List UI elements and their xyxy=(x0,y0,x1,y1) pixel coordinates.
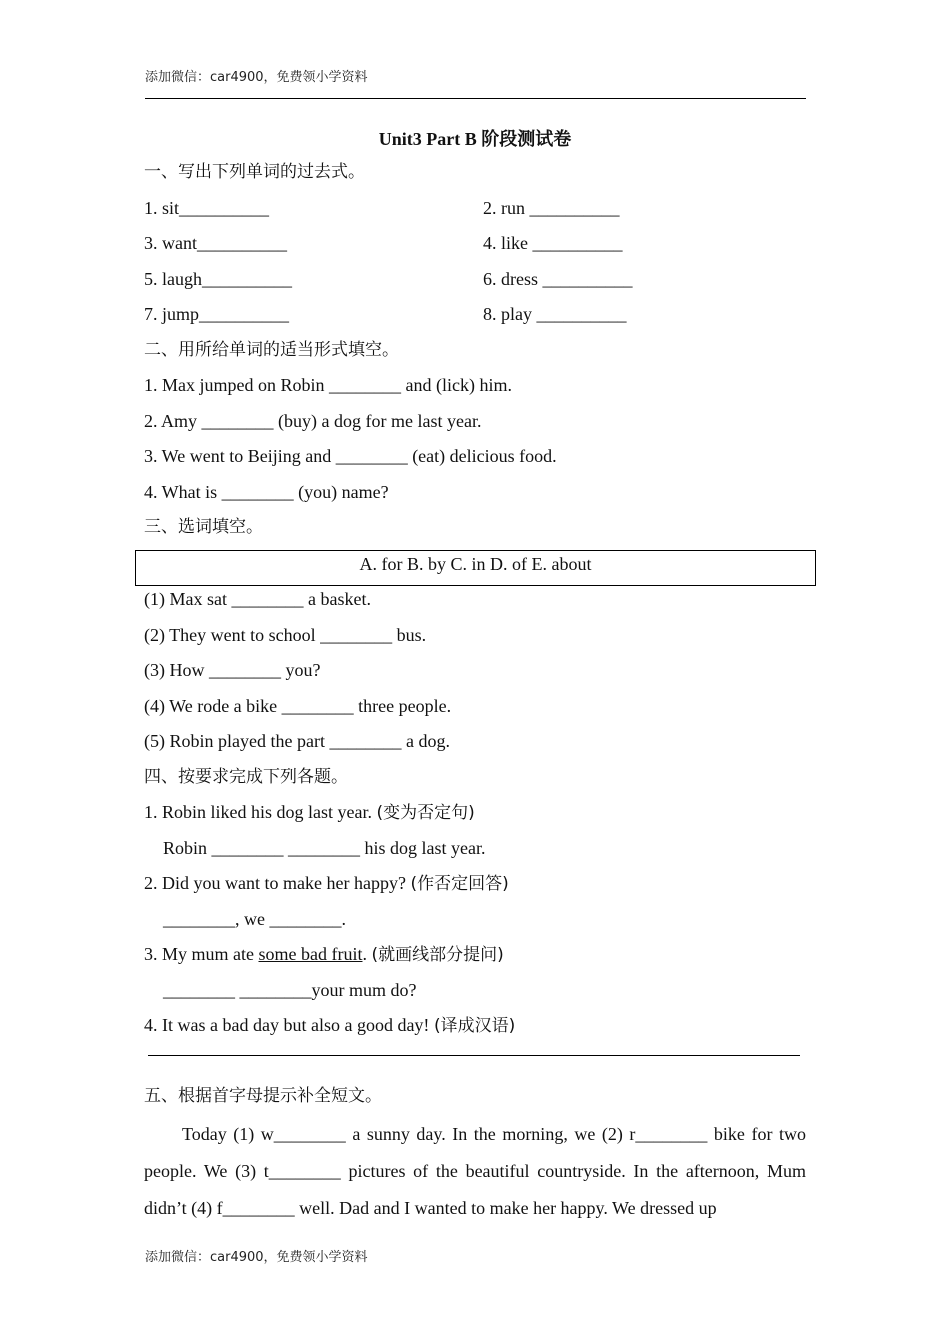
section4-heading: 四、按要求完成下列各题。 xyxy=(144,767,348,787)
underlined-phrase: some bad fruit xyxy=(258,944,363,964)
question-requirement: (变为否定句) xyxy=(376,803,475,823)
header-divider xyxy=(145,98,806,99)
section3-item: (4) We rode a bike ________ three people. xyxy=(144,696,452,716)
question-text: 3. My mum ate xyxy=(144,944,259,964)
answer-line xyxy=(148,1055,800,1056)
section2-item: 1. Max jumped on Robin ________ and (lick) him. xyxy=(144,375,512,395)
section3-item: (3) How ________ you? xyxy=(144,660,321,680)
section4-question-3 xyxy=(144,943,504,966)
section1-item: 6. dress __________ xyxy=(483,269,633,289)
section1-item: 3. want__________ xyxy=(144,233,287,253)
section4-answer-2: ________, we ________. xyxy=(163,909,346,929)
section4-question-4 xyxy=(144,1014,515,1037)
question-text: 4. It was a bad day but also a good day! xyxy=(144,1015,434,1035)
section1-item: 8. play __________ xyxy=(483,304,627,324)
question-text: 1. Robin liked his dog last year. xyxy=(144,802,377,822)
cloze-paragraph: Today (1) w________ a sunny day. In the morning, we (2) r________ bike for two people. We (3) t________ pictures of the beautiful countryside. In the afternoon, Mum didn’t (4) f________ well. Dad and I wanted to make her happy. We dressed up xyxy=(144,1124,806,1218)
question-requirement: (作否定回答) xyxy=(410,874,509,894)
word-options: A. for B. by C. in D. of E. about xyxy=(359,554,592,574)
header-watermark: 添加微信：car4900，免费领小学资料 xyxy=(145,70,368,85)
section3-heading: 三、选词填空。 xyxy=(144,517,263,537)
section1-item: 2. run __________ xyxy=(483,198,620,218)
section3-item: (2) They went to school ________ bus. xyxy=(144,625,427,645)
section1-item: 7. jump__________ xyxy=(144,304,290,324)
section4-answer-3: ________ ________your mum do? xyxy=(163,980,417,1000)
section1-item: 4. like __________ xyxy=(483,233,623,253)
section3-item: (1) Max sat ________ a basket. xyxy=(144,589,371,609)
section2-item: 4. What is ________ (you) name? xyxy=(144,482,389,502)
section5-heading: 五、根据首字母提示补全短文。 xyxy=(144,1086,382,1106)
question-text-end: . xyxy=(362,944,372,964)
section4-answer-1: Robin ________ ________ his dog last year. xyxy=(163,838,486,858)
footer-watermark: 添加微信：car4900，免费领小学资料 xyxy=(145,1250,368,1265)
section1-heading: 一、写出下列单词的过去式。 xyxy=(144,162,365,182)
section3-item: (5) Robin played the part ________ a dog. xyxy=(144,731,450,751)
page-title: Unit3 Part B 阶段测试卷 xyxy=(378,129,572,149)
section2-item: 2. Amy ________ (buy) a dog for me last year. xyxy=(144,411,482,431)
section4-question-2 xyxy=(144,872,509,895)
section4-question-1 xyxy=(144,801,475,824)
section1-item: 1. sit__________ xyxy=(144,198,270,218)
question-requirement: (就画线部分提问) xyxy=(371,945,504,965)
question-requirement: (译成汉语) xyxy=(433,1016,516,1036)
section1-item: 5. laugh__________ xyxy=(144,269,292,289)
question-text: 2. Did you want to make her happy? xyxy=(144,873,411,893)
section2-heading: 二、用所给单词的适当形式填空。 xyxy=(144,340,399,360)
word-options-box xyxy=(135,550,816,586)
section2-item: 3. We went to Beijing and ________ (eat) delicious food. xyxy=(144,446,557,466)
